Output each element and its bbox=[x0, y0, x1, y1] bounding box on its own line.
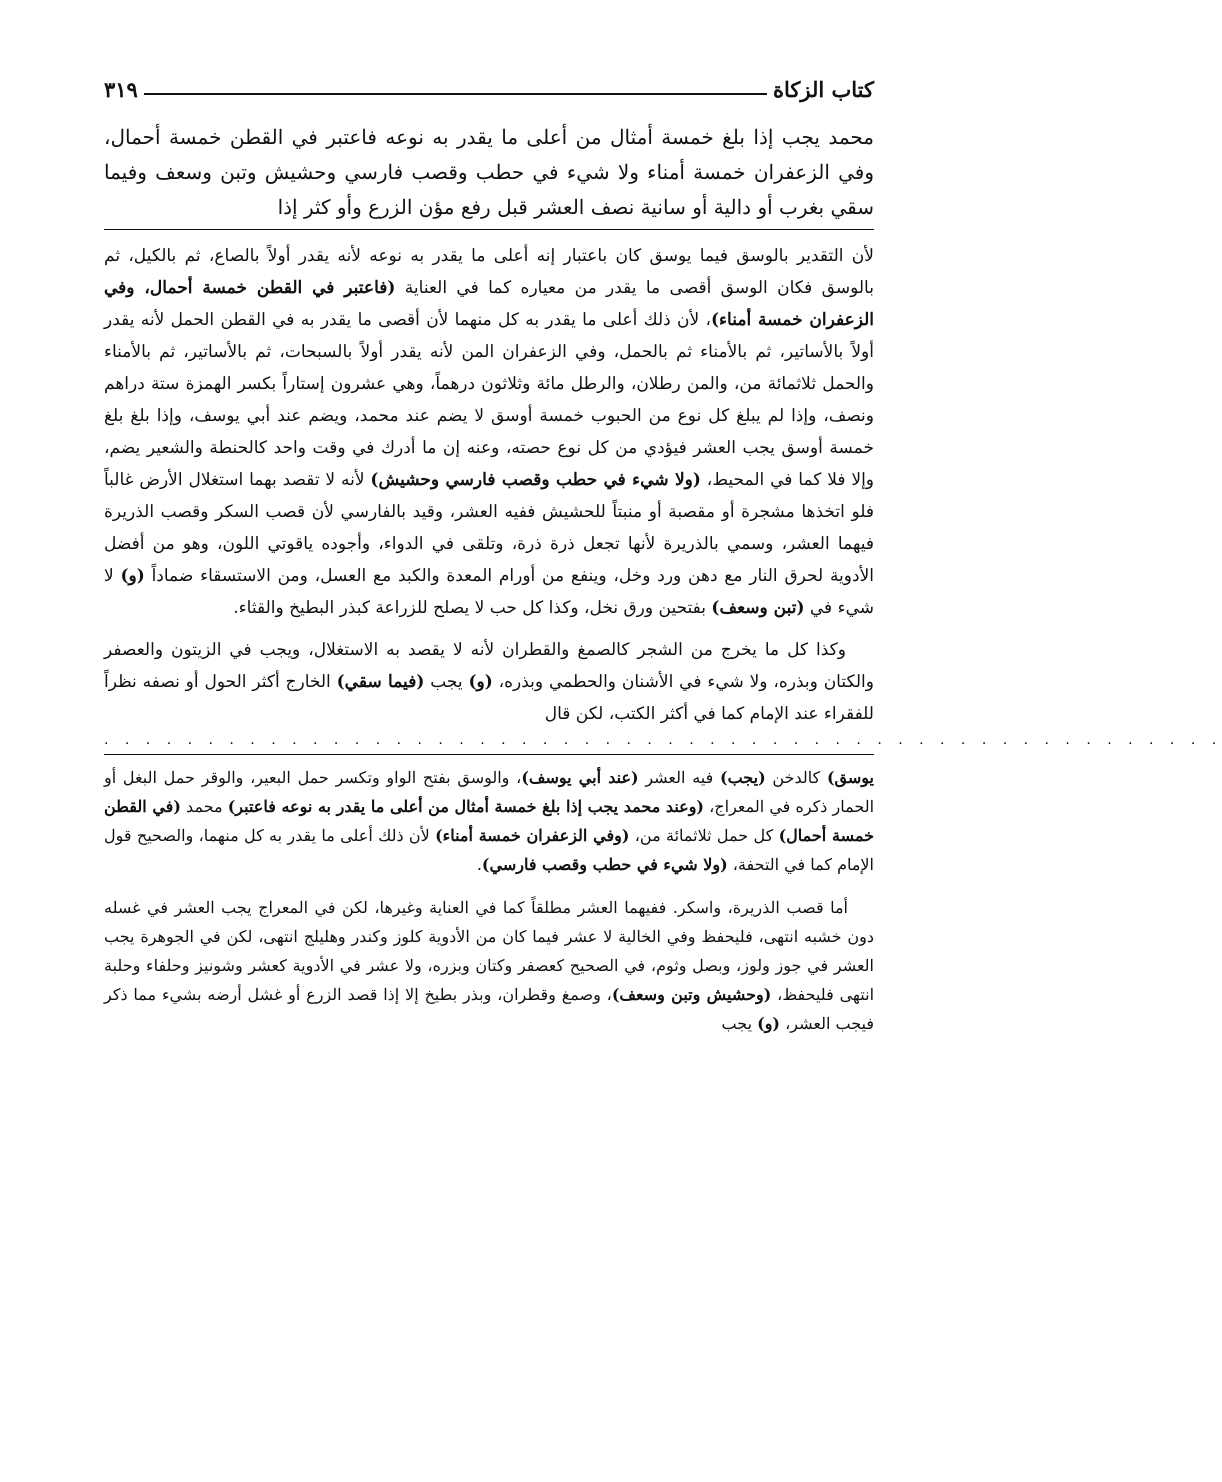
commentary-text: بفتحين ورق نخل، وكذا كل حب لا يصلح للزراعة كبذر البطيخ والقثاء. bbox=[233, 598, 712, 618]
commentary-text: لا شيء في bbox=[104, 566, 874, 618]
page-header bbox=[104, 70, 874, 108]
bold-matn-quote: (فاعتبر في القطن خمسة أحمال، وفي الزعفران خمسة أمناء) bbox=[104, 278, 875, 330]
bold-matn-quote: (وفي الزعفران خمسة أمناء) bbox=[435, 826, 630, 845]
bold-matn-quote: (تبن وسعف) bbox=[711, 598, 805, 618]
commentary-first bbox=[104, 240, 874, 730]
dotted-separator: . . . . . . . . . . . . . . . . . . . . . . . . . . . . . . . . . . . . . . . . . . . . . . . . . . . . . . bbox=[104, 732, 1222, 748]
bold-matn-quote: (وعند محمد يجب إذا بلغ خمسة أمثال من أعلى ما يقدر به نوعه فاعتبر) bbox=[227, 797, 704, 816]
header-rule bbox=[144, 93, 767, 95]
commentary-text: لأن التقدير بالوسق فيما يوسق كان باعتبار إنه أعلى ما يقدر به نوعه لأنه يقدر أولاً بالصاع، ثم بالكيل، ثم بالوسق فكان الوسق أقصى ما يقدر من معياره كما في العناية bbox=[104, 246, 874, 298]
bold-matn-quote: (في القطن خمسة أحمال) bbox=[104, 797, 875, 845]
commentary-text: أما قصب الذريرة، واسكر. ففيهما العشر مطلقاً كما في العناية وغيرها، لكن في المعراج يجب العشر في غسله دون خشبه انتهى، فليحفظ وفي الخالية لا عشر فيما كان من الأدوية كلوز وكندر وهليلج انتهى، لكن في الجوهرة يجب العشر في جوز ولوز، وبصل وثوم، في الصحيح كعصفر وكتان وبزره، ولا عشر في الأدوية كعشر وشونيز وحلفاء وحلبة انتهى فليحفظ، bbox=[104, 898, 875, 1004]
bold-matn-quote: (و) bbox=[120, 566, 145, 586]
commentary-text: يجب bbox=[721, 1014, 758, 1033]
bold-matn-quote: (يجب) bbox=[720, 768, 766, 787]
commentary-third bbox=[104, 893, 874, 1038]
commentary-text: ، لأن ذلك أعلى ما يقدر به كل منهما لأن أقصى ما يقدر به في القطن الحمل لأنه يقدر أولاً بالأساتير، ثم بالأمناء ثم بالحمل، وفي الزعفران المن لأنه يقدر أولاً بالسبحات، ثم بالأساتير، ثم بالأمناء والحمل ثلاثمائة من، والمن رطلان، والرطل مائة وثلاثون درهماً، وهي عشرون إستاراً بكسر الهمزة ستة دراهم ونصف، وإذا لم يبلغ كل نوع من الحبوب خمسة أوسق لا يضم عند محمد، ويضم عند أبي يوسف، وإذا بلغ بلغ خمسة أوسق يجب العشر فيؤدي من كل نوع حصته، وعنه إن ما أدرك في وقت واحد كالحنطة والشعير يضم، وإلا فلا كما في المحيط، bbox=[104, 310, 874, 490]
book-page bbox=[104, 70, 1222, 1460]
commentary-text: لأنه لا تقصد بهما استغلال الأرض غالباً فلو اتخذها مشجرة أو مقصبة أو منبتاً للحشيش ففيه العشر، وقيد بالفارسي لأن قصب السكر وقصب الذريرة فيهما العشر، وسمي بالذريرة لأنها تجعل ذرة ذرة، وتلقى في الدواء، وأجوده ياقوتي اللون، وهو من أفضل الأدوية لحرق النار مع دهن ورد وخل، وينفع من أورام المعدة والكبد مع العسل، ومن الاستسقاء ضماداً bbox=[104, 470, 874, 586]
commentary-text: الخارج أكثر الحول أو نصفه نظراً للفقراء عند الإمام كما في أكثر الكتب، لكن قال bbox=[104, 672, 874, 724]
commentary-text: كل حمل ثلاثمائة من، bbox=[629, 826, 779, 845]
footnote-separator bbox=[104, 754, 874, 755]
commentary-text: ، والوسق بفتح الواو وتكسر حمل البعير، والوقر حمل البغل أو الحمار ذكره في المعراج، bbox=[104, 768, 875, 816]
commentary-text: محمد bbox=[180, 797, 228, 816]
main-text-separator bbox=[104, 229, 874, 230]
commentary-text: وكذا كل ما يخرج من الشجر كالصمغ والقطران لأنه لا يقصد به الاستغلال، ويجب في الزيتون والعصفر والكتان وبذره، ولا شيء في الأشنان والحطمي وبذره، bbox=[104, 640, 874, 692]
bold-matn-quote: (و) bbox=[468, 672, 493, 692]
commentary-text: يجب bbox=[424, 672, 469, 692]
commentary-text: . bbox=[476, 855, 482, 874]
bold-matn-quote: (و) bbox=[757, 1014, 780, 1033]
bold-matn-quote: (عند أبي يوسف) bbox=[521, 768, 639, 787]
bold-matn-quote: (ولا شيء في حطب وقصب فارسي وحشيش) bbox=[370, 470, 701, 490]
main-text: محمد يجب إذا بلغ خمسة أمثال من أعلى ما يقدر به نوعه فاعتبر في القطن خمسة أحمال، وفي الزعفران خمسة أمناء ولا شيء في حطب وقصب فارسي وحشيش وتبن وسعف وفيما سقي بغرب أو دالية أو سانية نصف العشر قبل رفع مؤن الزرع وأو كثر إذا bbox=[104, 125, 874, 219]
commentary-text: لأن ذلك أعلى ما يقدر به كل منهما، والصحيح قول الإمام كما في التحفة، bbox=[104, 826, 874, 874]
bold-matn-quote: (فيما سقي) bbox=[336, 672, 425, 692]
commentary-paragraph bbox=[104, 240, 874, 624]
commentary-text: ، وصمغ وقطران، وبذر بطيخ إلا إذا قصد الزرع أو غشل أرضه بشيء مما ذكر فيجب العشر، bbox=[104, 985, 874, 1033]
commentary-text: كالدخن bbox=[765, 768, 827, 787]
bold-matn-quote: (ولا شيء في حطب وقصب فارسي) bbox=[481, 855, 728, 874]
bold-matn-quote: يوسق) bbox=[826, 768, 874, 787]
page-number: ٣١٩ bbox=[104, 76, 138, 102]
commentary-second bbox=[104, 763, 874, 879]
commentary-paragraph bbox=[104, 634, 874, 730]
chapter-title: كتاب الزكاة bbox=[772, 76, 874, 102]
commentary-text: فيه العشر bbox=[638, 768, 720, 787]
bold-matn-quote: (وحشيش وتبن وسعف) bbox=[611, 985, 772, 1004]
